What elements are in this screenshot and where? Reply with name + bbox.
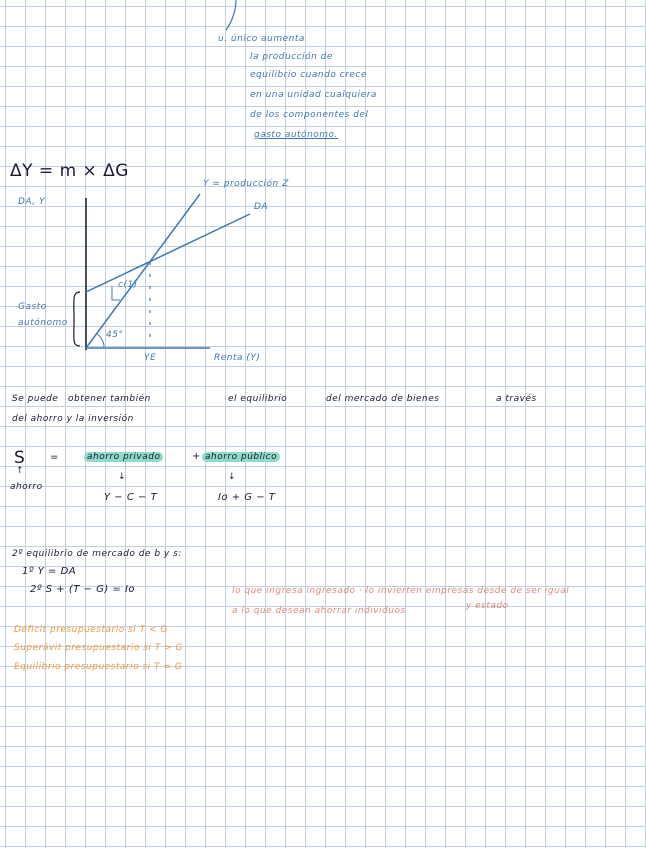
bullet-equilibrio: Equilibrio presupuestario si T = G — [14, 662, 183, 672]
highlight-ahorro-privado: ahorro privado — [84, 452, 163, 462]
top-note-line-2: la producción de — [250, 52, 333, 62]
angle-arc — [97, 334, 104, 348]
top-note-line-1: u. único aumenta — [218, 34, 305, 44]
paragraph-line-1c: el equilibrio — [228, 394, 288, 404]
savings-left-sub: ahorro — [10, 482, 43, 492]
savings-arrow-2: ↓ — [228, 472, 237, 482]
paragraph-line-1e: a través — [496, 394, 537, 404]
graph-gasto-label-1: Gasto — [18, 302, 47, 312]
equilibrium-red-note-2: a lo que desean ahorrar individuos — [232, 606, 406, 616]
graph-x-tick-label: YE — [144, 353, 157, 363]
top-note-line-6: gasto autónomo. — [254, 130, 338, 140]
gasto-brace — [74, 292, 80, 346]
savings-ahorro-privado — [84, 452, 163, 462]
equilibrium-red-note-1: lo que ingresa ingresado · lo invierten empresas desde de ser igual — [232, 586, 570, 596]
equilibrium-title: 2º equilibrio de mercado de b y s: — [12, 549, 182, 559]
bullet-deficit: Déficit presupuestario si T < G — [14, 625, 168, 635]
bullet-superavit: Superávit presupuestario si T > G — [14, 643, 183, 653]
savings-s: S — [14, 448, 26, 468]
graph-angle-label: 45° — [106, 330, 124, 340]
graph-line-45-label: Y = producción Z — [203, 179, 289, 189]
graph-y-axis-label: DA, Y — [18, 197, 45, 207]
savings-privado-expr: Y − C − T — [104, 492, 158, 503]
paragraph-line-1a: Se puede — [12, 394, 59, 404]
savings-eq: = — [50, 452, 59, 463]
top-note-line-3: equilibrio cuando crece — [250, 70, 367, 80]
savings-arrow-1: ↓ — [118, 472, 127, 482]
equilibrium-item-2: 2º S + (T − G) = Io — [30, 584, 136, 595]
equilibrium-item-1: 1º Y = DA — [22, 566, 77, 577]
graph-da-label: DA — [254, 202, 269, 212]
graph-c1-label: c(1) — [118, 280, 138, 290]
savings-ahorro-publico — [202, 452, 280, 462]
highlight-ahorro-publico: ahorro público — [202, 452, 280, 462]
graph-gasto-label-2: autónomo — [18, 318, 68, 328]
top-note-line-4: en una unidad cualquiera — [250, 90, 377, 100]
savings-plus: + — [192, 451, 201, 462]
savings-arrow-s: ↑ — [16, 466, 25, 476]
top-note-line-5: de los componentes del — [250, 110, 369, 120]
paragraph-line-1d: del mercado de bienes — [326, 394, 440, 404]
da-line — [86, 214, 250, 292]
equilibrium-red-note-3: y estado — [466, 601, 509, 611]
multiplier-formula: ΔY = m × ΔG — [10, 161, 129, 181]
graph-x-axis-label: Renta (Y) — [214, 353, 261, 363]
paragraph-line-1b: obtener también — [68, 394, 151, 404]
paragraph-line-2: del ahorro y la inversión — [12, 414, 134, 424]
savings-publico-expr: Io + G − T — [218, 492, 276, 503]
line-45-degree — [86, 194, 200, 348]
